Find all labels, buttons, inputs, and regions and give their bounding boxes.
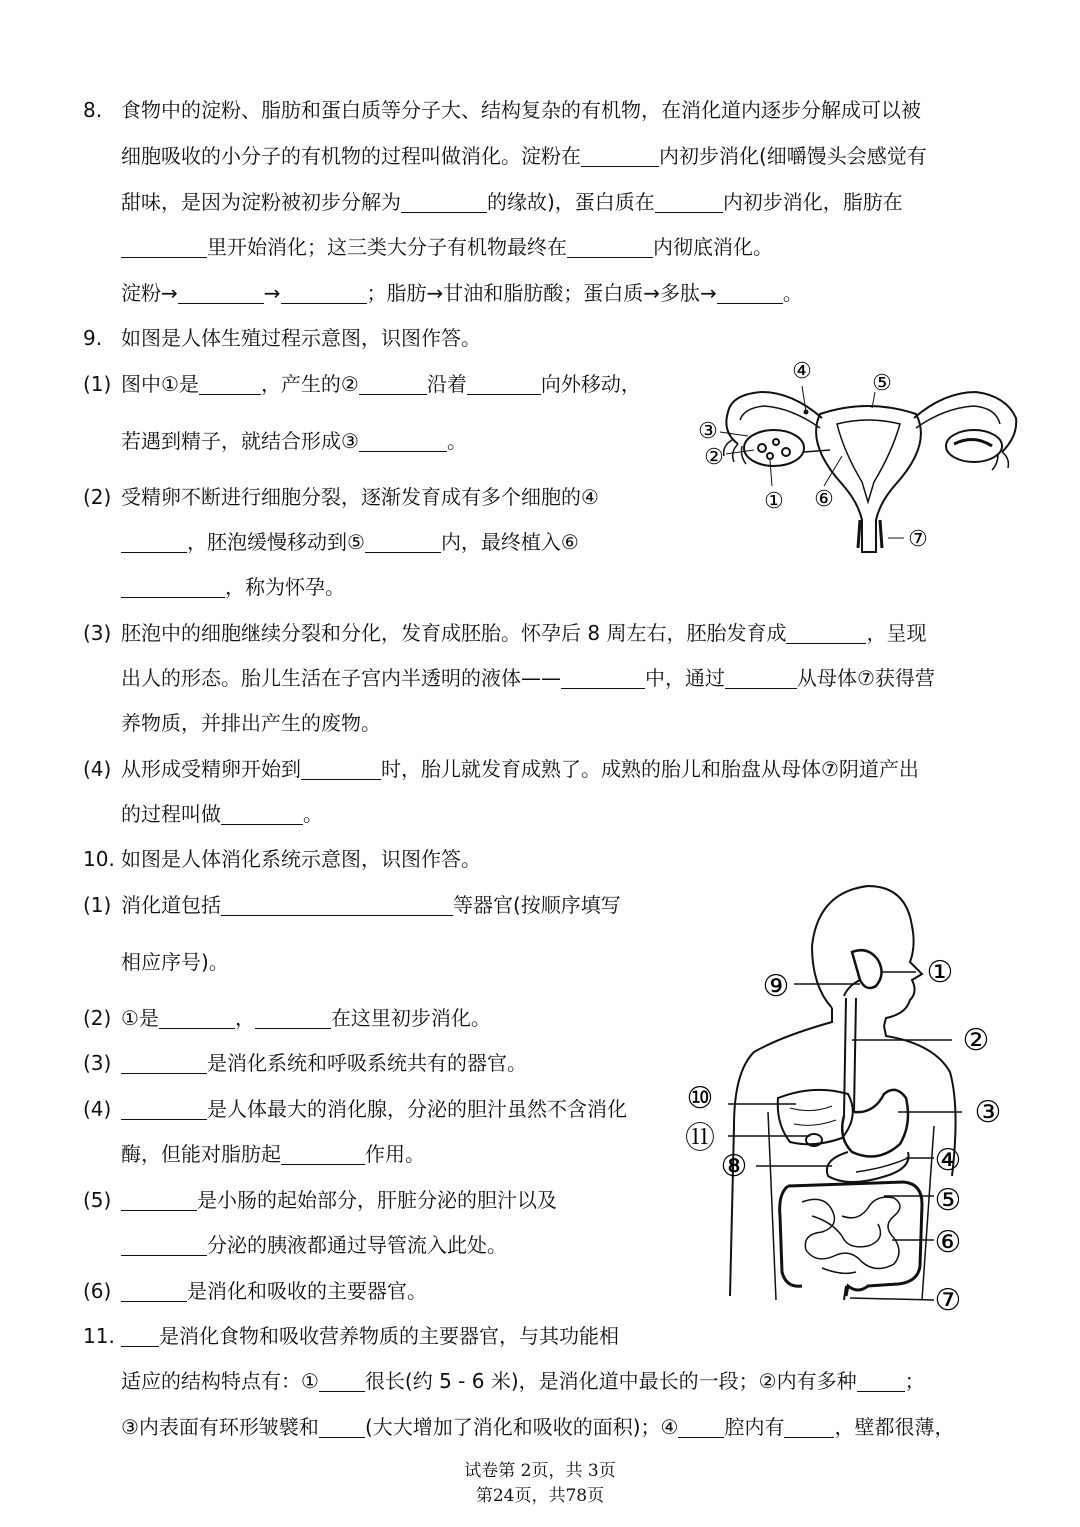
q8-line-4: 里开始消化；这三类大分子有机物最终在 内彻底消化。 [121, 232, 773, 262]
female-reproductive-system-figure [692, 352, 1032, 562]
q9-part2-number: (2) [83, 485, 112, 509]
q10-title: 如图是人体消化系统示意图，识图作答。 [121, 847, 481, 871]
q10-number: 10. [83, 847, 115, 871]
answer-blank[interactable] [121, 235, 207, 258]
label-8: ⑧ [720, 1149, 748, 1184]
q11-line-3: ③内表面有环形皱襞和 (大大增加了消化和吸收的面积)；④ 腔内有 ，壁都很薄， [121, 1415, 955, 1439]
q9-part3-line-1: 胚泡中的细胞继续分裂和分化，发育成胚胎。怀孕后 8 周左右，胚胎发育成 ，呈现 [121, 621, 927, 645]
left-ovary [744, 430, 804, 466]
label-2: ② [704, 445, 724, 470]
answer-blank[interactable] [121, 1188, 197, 1211]
large-intestine [788, 1182, 922, 1296]
answer-blank[interactable] [281, 1142, 365, 1165]
q10-part6: 是消化和吸收的主要器官。 [121, 1276, 427, 1306]
stomach [842, 1090, 908, 1157]
digestive-system-figure [672, 876, 1020, 1316]
q10-part4-number: (4) [83, 1097, 112, 1121]
label-4: ④ [792, 359, 812, 384]
q9-part4-number: (4) [83, 757, 112, 781]
answer-blank[interactable] [319, 1415, 365, 1438]
q10-part2-number: (2) [83, 1006, 112, 1030]
label-5: ⑤ [934, 1183, 962, 1218]
label-11: ⑪ [685, 1121, 715, 1156]
answer-blank[interactable] [121, 1051, 207, 1074]
q9-part1-line-1: 图中①是 ，产生的② 沿着 向外移动， [121, 372, 641, 396]
embryo-dot [804, 410, 809, 415]
answer-blank[interactable] [678, 1415, 724, 1438]
small-intestine [802, 1197, 900, 1268]
q8-line-5: 淀粉→ → ；脂肪→甘油和脂肪酸；蛋白质→多肽→ 。 [121, 281, 803, 305]
q8-line-3: 甜味，是因为淀粉被初步分解为 的缘故)，蛋白质在 内初步消化，脂肪在 [121, 190, 903, 214]
q9-part2-line-3: ，称为怀孕。 [121, 572, 345, 602]
q9-number: 9. [83, 326, 103, 350]
answer-blank[interactable] [255, 1006, 331, 1029]
answer-blank[interactable] [365, 530, 441, 553]
answer-blank[interactable] [121, 530, 187, 553]
label-1: ① [926, 955, 954, 990]
answer-blank[interactable] [121, 575, 225, 598]
q10-part5-line-2: 分泌的胰液都通过导管流入此处。 [121, 1230, 507, 1260]
right-ovary [946, 430, 1002, 462]
q10-part1-line-2: 相应序号)。 [121, 950, 229, 974]
answer-blank[interactable] [857, 1369, 905, 1392]
page-footer-exam: 试卷第 2页，共 3页 [464, 1461, 616, 1481]
q11-line-2: 适应的结构特点有：① 很长(约 5 - 6 米)，是消化道中最长的一段；②内有多种 ； [121, 1369, 925, 1393]
q10-part3-number: (3) [83, 1051, 112, 1075]
answer-blank[interactable] [319, 1369, 365, 1392]
q11-number: 11. [83, 1324, 115, 1348]
q8-number: 8. [83, 98, 103, 122]
q10-part4-line-2: 酶，但能对脂肪起 作用。 [121, 1142, 425, 1166]
q10-part6-number: (6) [83, 1279, 112, 1303]
page-footer-total: 第24页，共78页 [475, 1486, 605, 1506]
q11-line-1: 是消化食物和吸收营养物质的主要器官，与其功能相 [121, 1321, 619, 1351]
answer-blank[interactable] [178, 281, 264, 304]
q10-part4-line-1: 是人体最大的消化腺，分泌的胆汁虽然不含消化 [121, 1094, 627, 1124]
label-9: ⑨ [762, 969, 790, 1004]
label-6: ⑥ [814, 487, 834, 512]
answer-blank[interactable] [121, 1097, 207, 1120]
answer-blank[interactable] [725, 666, 797, 689]
q10-part1-number: (1) [83, 893, 112, 917]
q9-part3-number: (3) [83, 621, 112, 645]
label-7: ⑦ [908, 527, 928, 552]
answer-blank[interactable] [301, 757, 381, 780]
answer-blank[interactable] [401, 190, 487, 213]
answer-blank[interactable] [567, 235, 653, 258]
q9-part4-line-2: 的过程叫做 。 [121, 802, 323, 826]
q9-part3-line-3: 养物质，并排出产生的废物。 [121, 711, 381, 735]
q8-line-1: 食物中的淀粉、脂肪和蛋白质等分子大、结构复杂的有机物，在消化道内逐步分解成可以被 [121, 98, 921, 122]
label-7: ⑦ [934, 1283, 962, 1316]
q9-title: 如图是人体生殖过程示意图，识图作答。 [121, 326, 481, 350]
uterus-outline [816, 406, 921, 552]
answer-blank[interactable] [159, 1006, 235, 1029]
q9-part1-number: (1) [83, 372, 112, 396]
answer-blank[interactable] [121, 1279, 187, 1302]
q10-part5-number: (5) [83, 1188, 112, 1212]
q9-part1-line-2: 若遇到精子，就结合形成③ 。 [121, 429, 467, 453]
answer-blank[interactable] [281, 281, 367, 304]
answer-blank[interactable] [717, 281, 783, 304]
label-1: ① [764, 489, 784, 514]
answer-blank[interactable] [561, 666, 645, 689]
q8-line-2: 细胞吸收的小分子的有机物的过程叫做消化。淀粉在 内初步消化(细嚼馒头会感觉有 [121, 144, 927, 168]
label-5: ⑤ [872, 371, 892, 396]
answer-blank[interactable] [221, 802, 303, 825]
head-outline [812, 886, 922, 1026]
label-4: ④ [934, 1143, 962, 1178]
answer-blank[interactable] [221, 893, 453, 916]
answer-blank[interactable] [784, 1415, 834, 1438]
q9-part2-line-2: ，胚泡缓慢移动到⑤ 内，最终植入⑥ [121, 527, 579, 557]
answer-blank[interactable] [121, 1233, 207, 1256]
answer-blank[interactable] [121, 1324, 159, 1347]
q9-part4-line-1: 从形成受精卵开始到 时，胎儿就发育成熟了。成熟的胎儿和胎盘从母体⑦阴道产出 [121, 757, 919, 781]
answer-blank[interactable] [359, 429, 447, 452]
q10-part1-line-1: 消化道包括 等器官(按顺序填写 [121, 893, 621, 917]
q9-part3-line-2: 出人的形态。胎儿生活在子宫内半透明的液体—— 中，通过 从母体⑦获得营 [121, 666, 935, 690]
answer-blank[interactable] [786, 621, 866, 644]
label-10: ⑩ [686, 1081, 714, 1116]
q10-part2: ①是 ， 在这里初步消化。 [121, 1006, 491, 1030]
answer-blank[interactable] [467, 372, 541, 395]
q10-part3: 是消化系统和呼吸系统共有的器官。 [121, 1048, 527, 1078]
label-3: ③ [698, 419, 718, 444]
answer-blank[interactable] [199, 372, 261, 395]
answer-blank[interactable] [359, 372, 427, 395]
label-6: ⑥ [934, 1225, 962, 1260]
label-2: ② [962, 1023, 990, 1058]
label-3: ③ [974, 1095, 1002, 1130]
q9-part2-line-1: 受精卵不断进行细胞分裂，逐渐发育成有多个细胞的④ [121, 485, 599, 509]
q10-part5-line-1: 是小肠的起始部分，肝脏分泌的胆汁以及 [121, 1185, 557, 1215]
answer-blank[interactable] [655, 190, 723, 213]
answer-blank[interactable] [581, 144, 659, 167]
